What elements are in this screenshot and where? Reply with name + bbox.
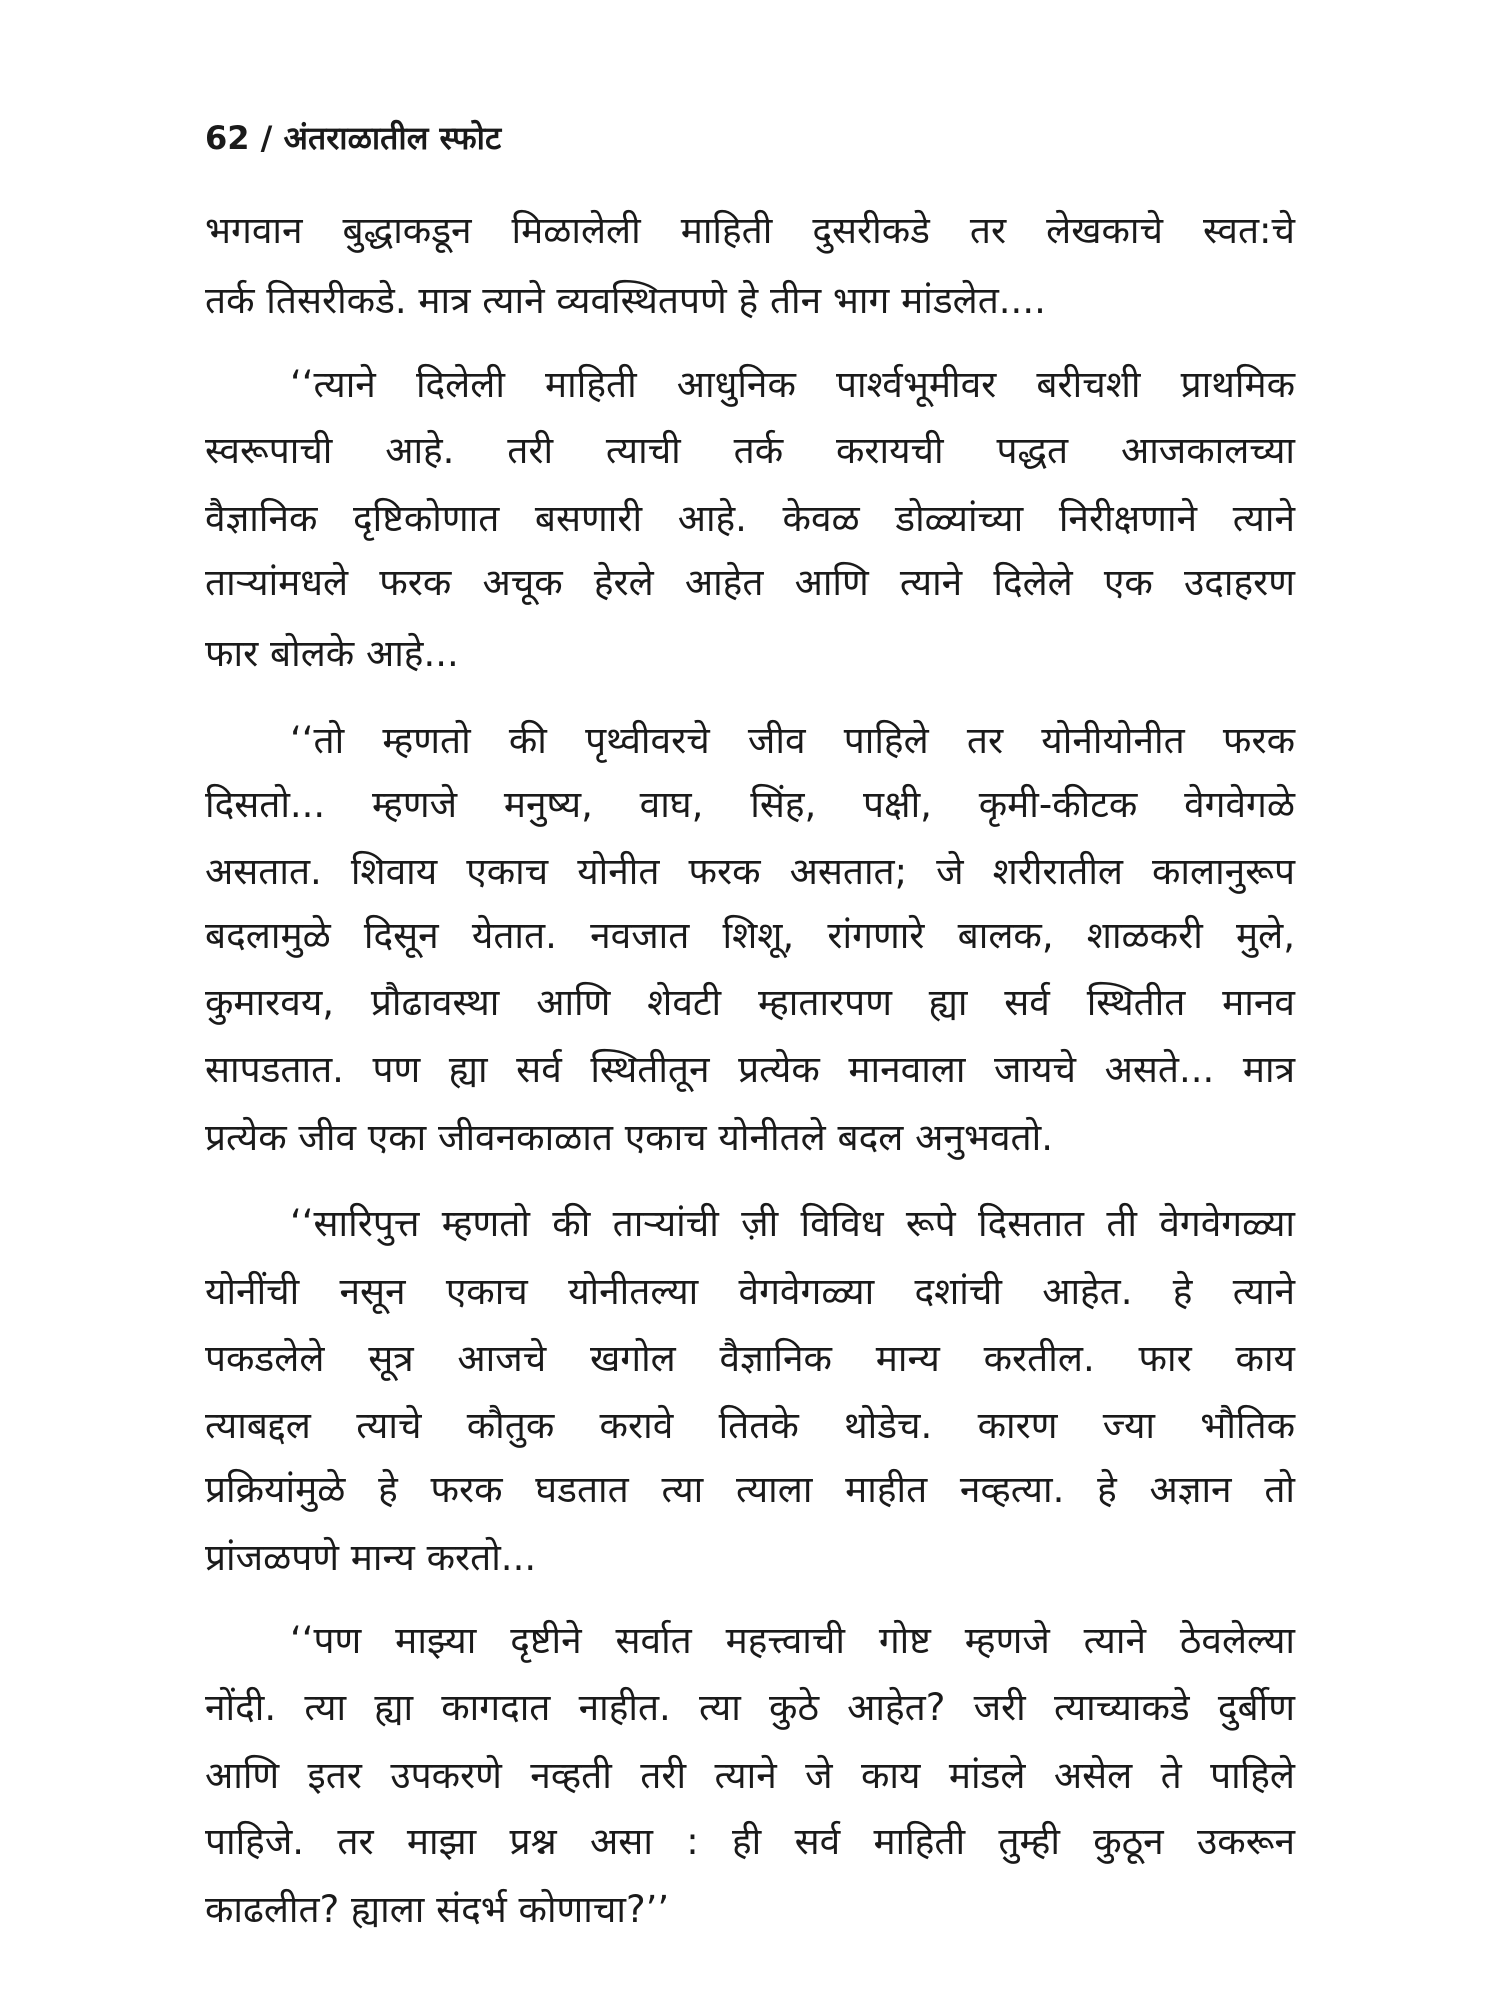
paragraph-5-line: ‘‘पण माझ्या दृष्टीने सर्वात महत्त्वाची गोष्ट म्हणजे त्याने ठेवलेल्या (290, 1619, 1295, 1662)
paragraph-2-line: ‘‘त्याने दिलेली माहिती आधुनिक पार्श्वभूमीवर बरीचशी प्राथमिक (290, 363, 1295, 406)
book-title: अंतराळातील स्फोट (283, 119, 502, 157)
paragraph-5-line: नोंदी. त्या ह्या कागदात नाहीत. त्या कुठे आहेत? जरी त्याच्याकडे दुर्बीण (205, 1686, 1295, 1729)
header-separator: / (260, 119, 273, 157)
paragraph-3-line: ‘‘तो म्हणतो की पृथ्वीवरचे जीव पाहिले तर योनीयोनीत फरक (290, 719, 1295, 762)
paragraph-4-line: त्याबद्दल त्याचे कौतुक करावे तितके थोडेच. कारण ज्या भौतिक (205, 1404, 1295, 1447)
paragraph-2-line: ताऱ्यांमधले फरक अचूक हेरले आहेत आणि त्याने दिलेले एक उदाहरण (205, 561, 1295, 604)
paragraph-4-line: प्रांजळपणे मान्य करतो... (205, 1536, 537, 1579)
paragraph-3-line: सापडतात. पण ह्या सर्व स्थितीतून प्रत्येक मानवाला जायचे असते... मात्र (205, 1048, 1296, 1091)
paragraph-4-line: पकडलेले सूत्र आजचे खगोल वैज्ञानिक मान्य करतील. फार काय (205, 1337, 1295, 1380)
paragraph-1-line: भगवान बुद्धाकडून मिळालेली माहिती दुसरीकडे तर लेखकाचे स्वत:चे (205, 209, 1295, 252)
paragraph-3-line: दिसतो... म्हणजे मनुष्य, वाघ, सिंह, पक्षी, कृमी-कीटक वेगवेगळे (205, 783, 1295, 826)
paragraph-1-line: तर्क तिसरीकडे. मात्र त्याने व्यवस्थितपणे हे तीन भाग मांडलेत.... (205, 279, 1046, 322)
paragraph-5-line: काढलीत? ह्याला संदर्भ कोणाचा?’’ (205, 1888, 670, 1931)
paragraph-5-line: पाहिजे. तर माझा प्रश्न असा : ही सर्व माहिती तुम्ही कुठून उकरून (205, 1820, 1295, 1863)
paragraph-3-line: कुमारवय, प्रौढावस्था आणि शेवटी म्हातारपण ह्या सर्व स्थितीत मानव (205, 981, 1295, 1024)
paragraph-2-line: वैज्ञानिक दृष्टिकोणात बसणारी आहे. केवळ डोळ्यांच्या निरीक्षणाने त्याने (205, 497, 1295, 540)
running-header (205, 116, 501, 159)
paragraph-4-line: प्रक्रियांमुळे हे फरक घडतात त्या त्याला माहीत नव्हत्या. हे अज्ञान तो (205, 1468, 1295, 1511)
paragraph-3-line: बदलामुळे दिसून येतात. नवजात शिशू, रांगणारे बालक, शाळकरी मुले, (205, 914, 1295, 957)
paragraph-3-line: असतात. शिवाय एकाच योनीत फरक असतात; जे शरीरातील कालानुरूप (205, 850, 1295, 893)
paragraph-3-line: प्रत्येक जीव एका जीवनकाळात एकाच योनीतले बदल अनुभवतो. (205, 1116, 1053, 1159)
paragraph-2-line: स्वरूपाची आहे. तरी त्याची तर्क करायची पद्धत आजकालच्या (205, 429, 1295, 472)
paragraph-2-line: फार बोलके आहे... (205, 632, 459, 675)
page-number: 62 (205, 119, 250, 157)
paragraph-4-line: ‘‘सारिपुत्त म्हणतो की ताऱ्यांची ज़ी विविध रूपे दिसतात ती वेगवेगळ्या (290, 1202, 1295, 1245)
paragraph-4-line: योनींची नसून एकाच योनीतल्या वेगवेगळ्या दशांची आहेत. हे त्याने (205, 1270, 1295, 1313)
paragraph-5-line: आणि इतर उपकरणे नव्हती तरी त्याने जे काय मांडले असेल ते पाहिले (205, 1754, 1295, 1797)
